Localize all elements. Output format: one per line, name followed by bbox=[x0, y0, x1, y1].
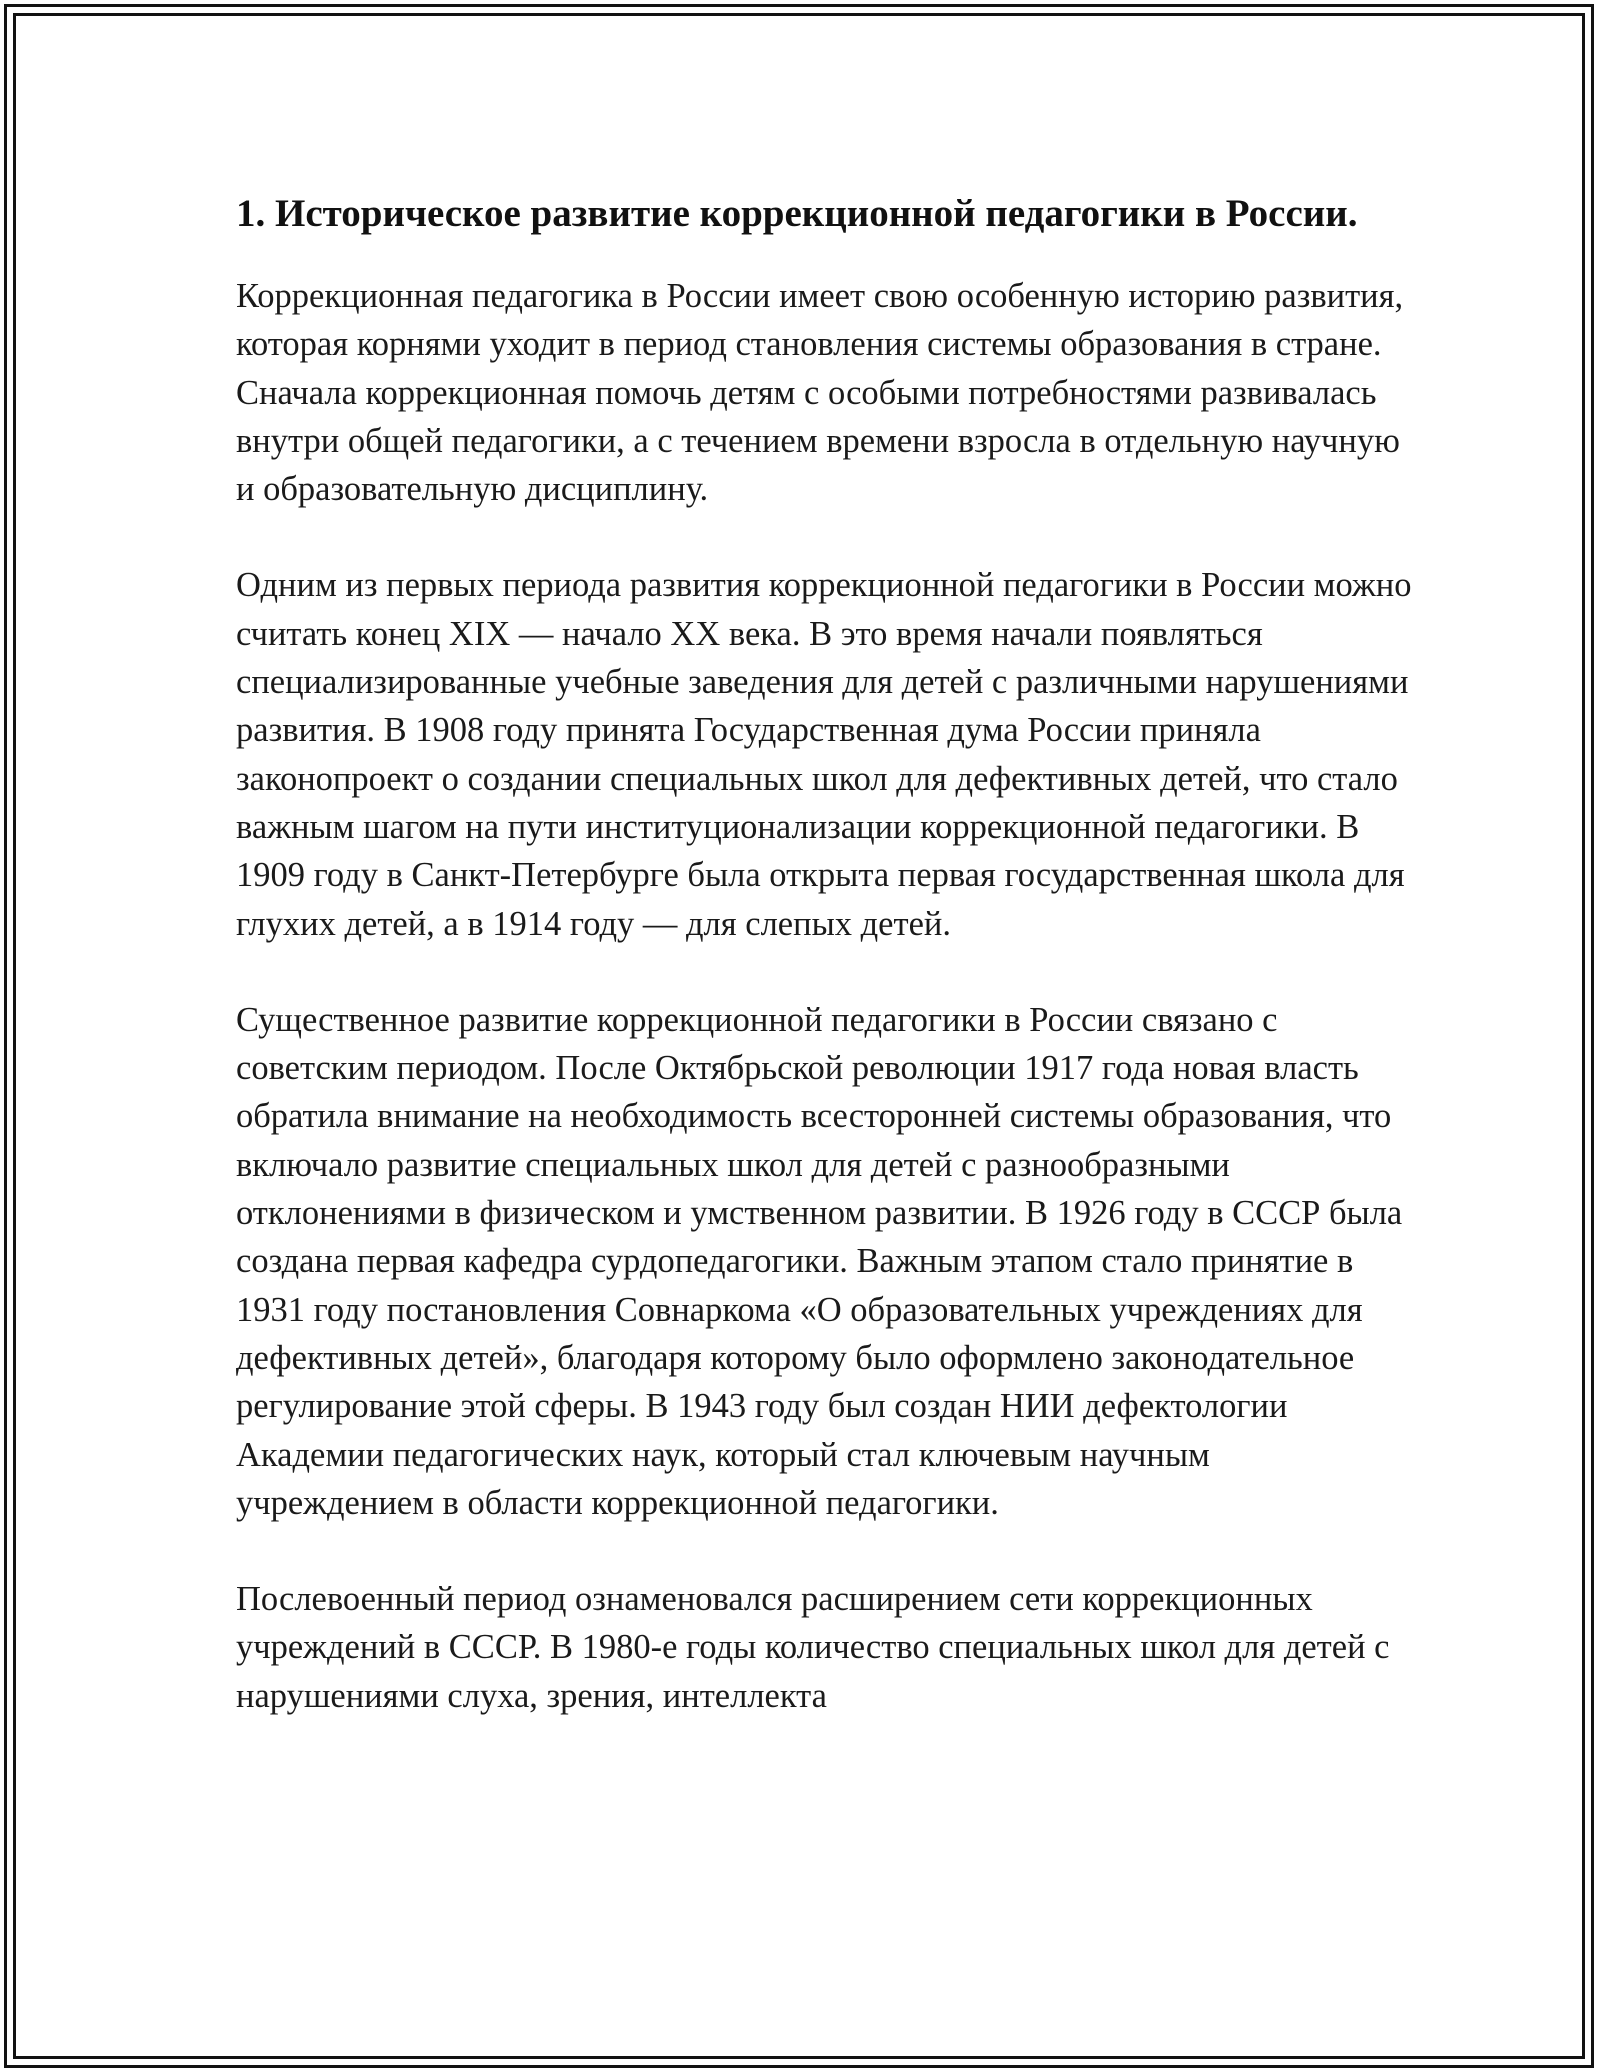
section-heading: 1. Историческое развитие коррекционной педагогики в России. bbox=[236, 192, 1358, 235]
paragraph-early-period: Одним из первых периода развития коррекционной педагогики в России можно считать конец XIX — начало XX века. В это время начали появляться специализированные учебные заведения для детей с различными нарушениями развития. В 1908 году принята Государственная дума России приняла законопроект о создании специальных школ для дефективных детей, что стало важным шагом на пути институционализации коррекционной педагогики. В 1909 году в Санкт-Петербурге была открыта первая государственная школа для глухих детей, а в 1914 году — для слепых детей. bbox=[236, 566, 1412, 943]
paragraph-soviet-period: Существенное развитие коррекционной педагогики в России связано с советским периодом. После Октябрьской революции 1917 года новая власть обратила внимание на необходимость всесторонней системы образования, что включало развитие специальных школ для детей с разнообразными отклонениями в физическом и умственном развитии. В 1926 году в СССР была создана первая кафедра сурдопедагогики. Важным этапом стало принятие в 1931 году постановления Совнаркома «О образовательных учреждениях для дефективных детей», благодаря которому было оформлено законодательное регулирование этой сферы. В 1943 году был создан НИИ дефектологии Академии педагогических наук, который стал ключевым научным учреждением в области коррекционной педагогики. bbox=[236, 1000, 1403, 1522]
document-body bbox=[236, 185, 1416, 1720]
paragraph-intro: Коррекционная педагогика в России имеет свою особенную историю развития, которая корнями уходит в период становления системы образования в стране. Сначала коррекционная помочь детям с особыми потребностями развивалась внутри общей педагогики, а с течением времени взросла в отдельную научную и образовательную дисциплину. bbox=[236, 277, 1404, 509]
paragraph-postwar-period: Послевоенный период ознаменовался расширением сети коррекционных учреждений в СССР. В 1980-е годы количество специальных школ для детей с нарушениями слуха, зрения, интеллекта bbox=[236, 1580, 1390, 1715]
